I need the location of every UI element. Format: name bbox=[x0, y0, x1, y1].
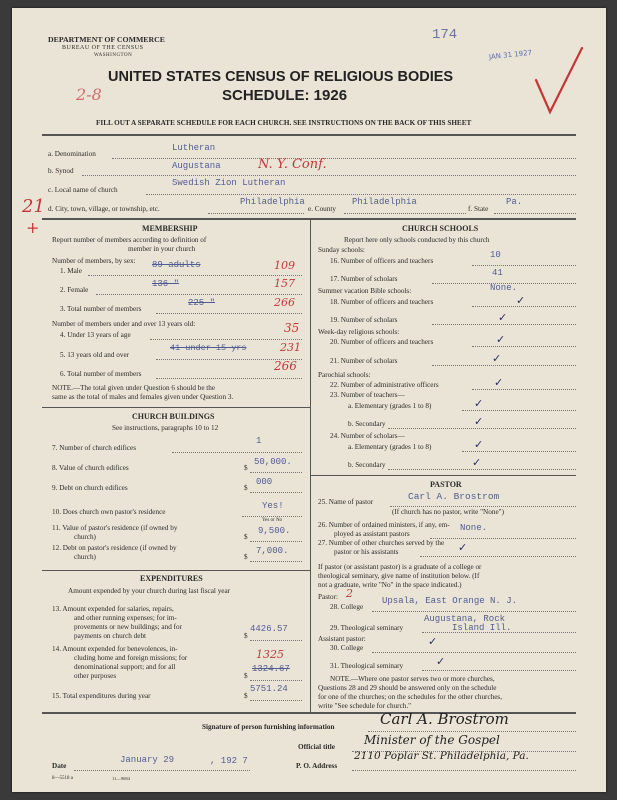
received-stamp: JAN 31 1927 bbox=[488, 48, 533, 62]
age-intro-label: Number of members under and over 13 years old: bbox=[52, 320, 196, 328]
membership-note-1: NOTE.—The total given under Question 6 should be the bbox=[52, 384, 216, 392]
edifices-label: 7. Number of church edifices bbox=[52, 444, 137, 452]
date-label: Date bbox=[52, 762, 67, 770]
assistant-ministers-line bbox=[430, 538, 576, 539]
scholars-elementary-line bbox=[462, 451, 576, 452]
benevolences-label-2: cluding home and foreign missions; for bbox=[74, 654, 188, 662]
over-13-label: 5. 13 years old and over bbox=[60, 351, 130, 359]
parochial-officers-label: 22. Number of administrative officers bbox=[330, 381, 439, 389]
edifice-debt-field[interactable]: 000 bbox=[256, 477, 273, 487]
serial-number: 174 bbox=[432, 27, 458, 43]
yes-no-hint: Yes or No bbox=[262, 518, 283, 523]
running-expenses-label-4: payments on church debt bbox=[74, 632, 147, 640]
signature-field[interactable]: Carl A. Brostrom bbox=[380, 710, 509, 728]
pastor-name-label: 25. Name of pastor bbox=[318, 498, 374, 506]
local-name-field[interactable]: Swedish Zion Lutheran bbox=[172, 178, 286, 188]
total-members-typed[interactable]: 225 " bbox=[188, 298, 216, 308]
date-line bbox=[74, 770, 250, 771]
female-line bbox=[96, 294, 302, 295]
benevolences-handwritten: 1325 bbox=[256, 648, 284, 661]
official-title-field[interactable]: Minister of the Gospel bbox=[364, 733, 500, 747]
assistant-ministers-field[interactable]: None. bbox=[460, 523, 488, 533]
pastor-name-line bbox=[390, 506, 576, 507]
under-13-line bbox=[150, 339, 302, 340]
check-mark-icon: ✓ bbox=[458, 541, 468, 554]
residence-debt-field[interactable]: 7,000. bbox=[256, 546, 289, 556]
local-name-label: c. Local name of church bbox=[48, 186, 118, 194]
county-label: e. County bbox=[308, 205, 336, 213]
instruction-line: FILL OUT A SEPARATE SCHEDULE FOR EACH CHURCH. SEE INSTRUCTIONS ON THE BACK OF THIS SHEET bbox=[96, 119, 472, 127]
scholars-elementary-label: a. Elementary (grades 1 to 8) bbox=[348, 443, 432, 451]
pastor-name-field[interactable]: Carl A. Brostrom bbox=[408, 491, 500, 502]
edifice-value-label: 8. Value of church edifices bbox=[52, 464, 129, 472]
total-members-2-line bbox=[156, 378, 302, 379]
dollar-sign: $ bbox=[244, 553, 248, 561]
census-schedule-page bbox=[12, 8, 606, 792]
total-members-handwritten: 266 bbox=[274, 296, 295, 309]
county-field[interactable]: Philadelphia bbox=[352, 197, 417, 207]
residence-debt-line bbox=[250, 561, 302, 562]
dollar-sign: $ bbox=[244, 484, 248, 492]
dollar-sign: $ bbox=[244, 672, 248, 680]
total-members-label: 3. Total number of members bbox=[60, 305, 142, 313]
total-expenditures-line bbox=[250, 700, 302, 701]
synod-label: b. Synod bbox=[48, 167, 74, 175]
assistant-ministers-label-2: ployed as assistant pastors bbox=[334, 530, 410, 538]
pastor-college-line bbox=[372, 611, 576, 612]
signature-line bbox=[368, 731, 576, 732]
total-members-2-handwritten: 266 bbox=[274, 359, 297, 373]
city-label: d. City, town, village, or township, etc. bbox=[48, 205, 160, 213]
pastor-handwritten-number: 2 bbox=[346, 587, 353, 600]
summer-schools-label: Summer vacation Bible schools: bbox=[318, 287, 412, 295]
running-expenses-label-1: 13. Amount expended for salaries, repairs, bbox=[52, 605, 174, 613]
check-mark-icon: ✓ bbox=[474, 415, 484, 428]
schools-intro: Report here only schools conducted by this church bbox=[344, 236, 490, 244]
check-mark-icon: ✓ bbox=[474, 438, 484, 451]
weekday-officers-label: 20. Number of officers and teachers bbox=[330, 338, 434, 346]
schools-title: CHURCH SCHOOLS bbox=[402, 224, 479, 233]
total-expenditures-label: 15. Total expenditures during year bbox=[52, 692, 151, 700]
pastor-name-hint: (If church has no pastor, write "None") bbox=[392, 508, 504, 516]
other-churches-label-2: pastor or his assistants bbox=[334, 548, 399, 556]
check-mark-icon: ✓ bbox=[474, 397, 484, 410]
membership-intro-2: member in your church bbox=[128, 245, 196, 253]
state-line bbox=[494, 213, 576, 214]
divider bbox=[42, 134, 576, 136]
over-13-handwritten: 231 bbox=[280, 341, 301, 354]
parochial-schools-label: Parochial schools: bbox=[318, 371, 371, 379]
total-members-2-label: 6. Total number of members bbox=[60, 370, 142, 378]
pastor-college-label: 28. College bbox=[330, 603, 364, 611]
benevolences-label-1: 14. Amount expended for benevolences, in- bbox=[52, 645, 178, 653]
edifices-field[interactable]: 1 bbox=[256, 436, 262, 446]
county-line bbox=[344, 213, 466, 214]
female-label: 2. Female bbox=[60, 286, 89, 294]
graduate-instructions-2: theological seminary, give name of institution below. (If bbox=[318, 572, 480, 580]
residence-value-line bbox=[250, 541, 302, 542]
benevolences-label-4: other purposes bbox=[74, 672, 117, 680]
pastor-seminary-label: 29. Theological seminary bbox=[330, 624, 404, 632]
pastor-college-field[interactable]: Upsala, East Orange N. J. bbox=[382, 596, 518, 606]
teachers-secondary-line bbox=[388, 428, 576, 429]
dollar-sign: $ bbox=[244, 464, 248, 472]
membership-intro-1: Report number of members according to definition of bbox=[52, 236, 207, 244]
pastor-note-2: Questions 28 and 29 should be answered only on the schedule bbox=[318, 684, 497, 692]
pastor-note-4: write "See schedule for church." bbox=[318, 702, 412, 710]
weekday-schools-label: Week-day religious schools: bbox=[318, 328, 400, 336]
membership-title: MEMBERSHIP bbox=[142, 224, 198, 233]
graduate-instructions-3: not a graduate, write "No" in the space indicated.) bbox=[318, 581, 462, 589]
pastor-seminary-field-2[interactable]: Island Ill. bbox=[452, 623, 512, 633]
teachers-elementary-label: a. Elementary (grades 1 to 8) bbox=[348, 402, 432, 410]
residence-owned-line bbox=[242, 516, 302, 517]
dollar-sign: $ bbox=[244, 692, 248, 700]
check-mark-icon: ✓ bbox=[498, 311, 508, 324]
city-line bbox=[208, 213, 304, 214]
male-line bbox=[88, 275, 302, 276]
sunday-officers-line bbox=[472, 265, 576, 266]
signature-label: Signature of person furnishing information bbox=[202, 723, 335, 731]
denomination-line bbox=[112, 158, 576, 159]
sunday-scholars-field[interactable]: 41 bbox=[492, 268, 503, 278]
membership-note-2: same as the total of males and females given under Question 3. bbox=[52, 393, 234, 401]
divider bbox=[42, 407, 310, 408]
expenditures-intro: Amount expended by your church during last fiscal year bbox=[68, 587, 231, 595]
red-margin-note: 2-8 bbox=[76, 85, 102, 104]
assistant-ministers-label-1: 26. Number of ordained ministers, if any, em- bbox=[318, 521, 450, 529]
residence-value-label-1: 11. Value of pastor's residence (if owned by bbox=[52, 524, 178, 532]
weekday-scholars-label: 21. Number of scholars bbox=[330, 357, 398, 365]
running-expenses-label-2: and other running expenses; for im- bbox=[74, 614, 177, 622]
other-churches-line bbox=[420, 556, 576, 557]
pastor-title: PASTOR bbox=[430, 480, 462, 489]
department-name: DEPARTMENT OF COMMERCE bbox=[48, 35, 165, 44]
edifices-line bbox=[172, 452, 302, 453]
edifice-debt-line bbox=[250, 492, 302, 493]
pastor-subhead: Pastor: bbox=[318, 593, 338, 601]
red-check-mark bbox=[532, 46, 586, 116]
summer-officers-label: 18. Number of officers and teachers bbox=[330, 298, 434, 306]
state-field[interactable]: Pa. bbox=[506, 197, 523, 207]
po-address-line bbox=[352, 770, 576, 771]
assistant-seminary-label: 31. Theological seminary bbox=[330, 662, 404, 670]
buildings-title: CHURCH BUILDINGS bbox=[132, 412, 215, 421]
teachers-elementary-line bbox=[462, 410, 576, 411]
dollar-sign: $ bbox=[244, 533, 248, 541]
pastor-note-3: for one of the churches; on the schedules for the other churches, bbox=[318, 693, 503, 701]
sunday-officers-label: 16. Number of officers and teachers bbox=[330, 257, 434, 265]
total-expenditures-field[interactable]: 5751.24 bbox=[250, 684, 288, 694]
residence-value-label-2: church) bbox=[74, 533, 96, 541]
running-expenses-field[interactable]: 4426.57 bbox=[250, 624, 288, 634]
check-mark-icon: ✓ bbox=[516, 294, 526, 307]
bureau-name: BUREAU OF THE CENSUS bbox=[62, 45, 144, 51]
parochial-teachers-label: 23. Number of teachers— bbox=[330, 391, 405, 399]
divider bbox=[42, 218, 576, 220]
official-title-label: Official title bbox=[298, 743, 335, 751]
year-field[interactable]: , 192 7 bbox=[210, 756, 248, 766]
sunday-scholars-label: 17. Number of scholars bbox=[330, 275, 398, 283]
pastor-note-1: NOTE.—Where one pastor serves two or more churches, bbox=[330, 675, 495, 683]
assistant-seminary-line bbox=[422, 670, 576, 671]
print-number: 11—9684 bbox=[112, 776, 130, 781]
po-address-label: P. O. Address bbox=[296, 762, 338, 770]
male-handwritten-value: 109 bbox=[274, 259, 295, 272]
male-typed-value[interactable]: 89 adults bbox=[152, 260, 201, 270]
red-margin-cross: + bbox=[26, 218, 40, 237]
male-label: 1. Male bbox=[60, 267, 82, 275]
sunday-officers-field[interactable]: 10 bbox=[490, 250, 501, 260]
state-label: f. State bbox=[468, 205, 489, 213]
scholars-secondary-label: b. Secondary bbox=[348, 461, 386, 469]
synod-handwritten-note: N. Y. Conf. bbox=[258, 157, 327, 172]
summer-schools-field[interactable]: None. bbox=[490, 283, 518, 293]
pastor-seminary-field[interactable]: Augustana, Rock bbox=[424, 614, 506, 624]
column-divider bbox=[310, 220, 311, 712]
residence-owned-field[interactable]: Yes! bbox=[262, 501, 284, 511]
over-13-typed[interactable]: 41 under 15 yrs bbox=[170, 343, 247, 353]
benevolences-label-3: denominational support; and for all bbox=[74, 663, 176, 671]
synod-line bbox=[82, 175, 576, 176]
female-typed-value[interactable]: 136 " bbox=[152, 279, 180, 289]
members-by-sex-label: Number of members, by sex: bbox=[52, 257, 136, 265]
denomination-field[interactable]: Lutheran bbox=[172, 143, 216, 153]
scholars-secondary-line bbox=[388, 469, 576, 470]
synod-field[interactable]: Augustana bbox=[172, 161, 221, 171]
check-mark-icon: ✓ bbox=[494, 376, 504, 389]
parochial-officers-line bbox=[472, 389, 576, 390]
schedule-title: SCHEDULE: 1926 bbox=[222, 87, 348, 104]
benevolences-field[interactable]: 1324.67 bbox=[252, 664, 290, 674]
assistant-pastor-subhead: Assistant pastor: bbox=[318, 635, 366, 643]
dollar-sign: $ bbox=[244, 632, 248, 640]
sunday-schools-label: Sunday schools: bbox=[318, 246, 365, 254]
parochial-scholars-label: 24. Number of scholars— bbox=[330, 432, 405, 440]
female-handwritten-value: 157 bbox=[274, 277, 295, 290]
divider bbox=[42, 570, 310, 571]
benevolences-line bbox=[250, 680, 302, 681]
divider bbox=[310, 475, 576, 476]
total-members-line bbox=[156, 313, 302, 314]
city-field[interactable]: Philadelphia bbox=[240, 197, 305, 207]
teachers-secondary-label: b. Secondary bbox=[348, 420, 386, 428]
check-mark-icon: ✓ bbox=[492, 352, 502, 365]
denomination-label: a. Denomination bbox=[48, 150, 96, 158]
local-name-line bbox=[146, 194, 576, 195]
residence-owned-label: 10. Does church own pastor's residence bbox=[52, 508, 166, 516]
date-field[interactable]: January 29 bbox=[120, 755, 175, 765]
buildings-intro: See instructions, paragraphs 10 to 12 bbox=[112, 424, 219, 432]
summer-scholars-label: 19. Number of scholars bbox=[330, 316, 398, 324]
summer-scholars-line bbox=[432, 324, 576, 325]
edifice-value-field[interactable]: 50,000. bbox=[254, 457, 292, 467]
check-mark-icon: ✓ bbox=[428, 635, 438, 648]
residence-debt-label-2: church) bbox=[74, 553, 96, 561]
check-mark-icon: ✓ bbox=[472, 456, 482, 469]
edifice-debt-label: 9. Debt on church edifices bbox=[52, 484, 128, 492]
check-mark-icon: ✓ bbox=[436, 655, 446, 668]
red-margin-number: 21 bbox=[22, 196, 45, 217]
weekday-officers-line bbox=[472, 346, 576, 347]
residence-debt-label-1: 12. Debt on pastor's residence (if owned by bbox=[52, 544, 177, 552]
form-number: 8—5518 a bbox=[52, 776, 73, 781]
bureau-city: WASHINGTON bbox=[94, 53, 133, 58]
po-address-field[interactable]: 2110 Poplar St. Philadelphia, Pa. bbox=[354, 750, 529, 762]
residence-value-field[interactable]: 9,500. bbox=[258, 526, 291, 536]
graduate-instructions-1: If pastor (or assistant pastor) is a graduate of a college or bbox=[318, 563, 482, 571]
assistant-college-line bbox=[372, 652, 576, 653]
running-expenses-label-3: provements or new buildings; and for bbox=[74, 623, 182, 631]
assistant-college-label: 30. College bbox=[330, 644, 364, 652]
form-title: UNITED STATES CENSUS OF RELIGIOUS BODIES bbox=[108, 69, 454, 85]
running-expenses-line bbox=[250, 640, 302, 641]
other-churches-label-1: 27. Number of other churches served by the bbox=[318, 539, 445, 547]
edifice-value-line bbox=[250, 472, 302, 473]
expenditures-title: EXPENDITURES bbox=[140, 574, 203, 583]
check-mark-icon: ✓ bbox=[496, 333, 506, 346]
under-13-handwritten: 35 bbox=[284, 321, 300, 335]
weekday-scholars-line bbox=[432, 365, 576, 366]
under-13-label: 4. Under 13 years of age bbox=[60, 331, 131, 339]
